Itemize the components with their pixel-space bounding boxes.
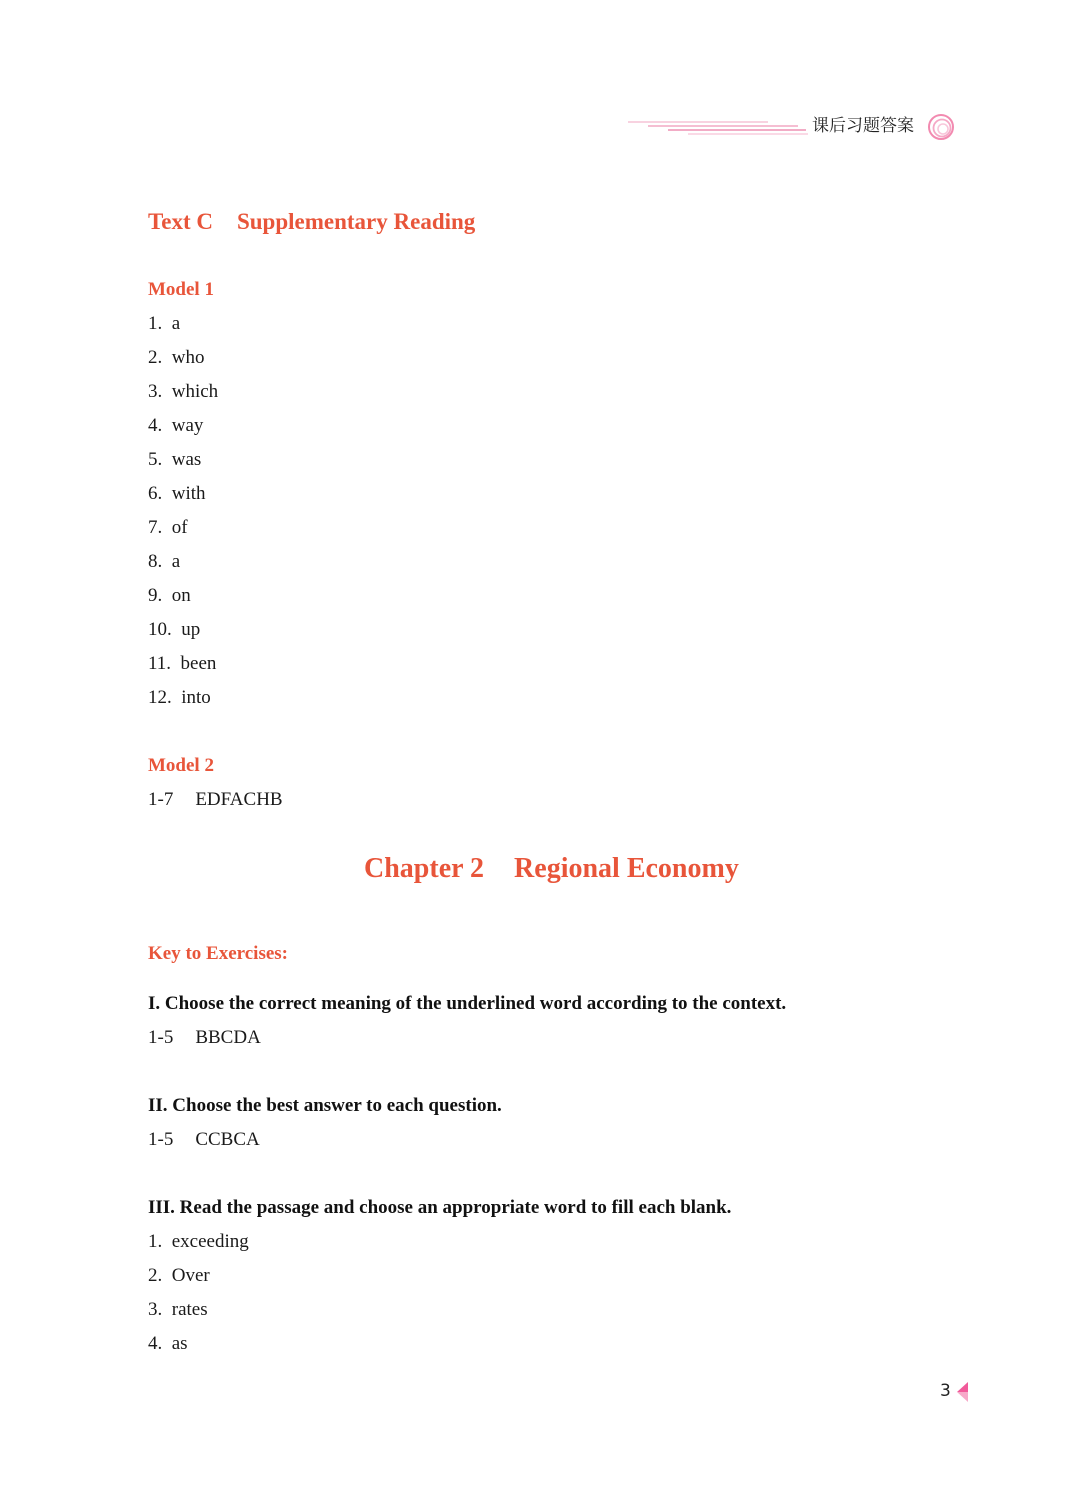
section-title: Supplementary Reading	[236, 209, 476, 234]
list-item: 7. of	[148, 517, 188, 538]
list-item: 6. with	[148, 483, 206, 504]
list-item: 10. up	[148, 619, 201, 640]
list-item: 11. been	[148, 653, 217, 674]
list-item: 9. on	[148, 585, 191, 606]
header-title: 课后习题答案	[812, 116, 914, 136]
chapter-label: Chapter 2	[364, 853, 485, 884]
model2-heading: Model 2	[148, 755, 214, 776]
list-item: 4. as	[148, 1333, 188, 1354]
list-item: 1. exceeding	[148, 1231, 249, 1252]
section-label: Text C	[148, 209, 213, 234]
exercise-3-title: III. Read the passage and choose an appropriate word to fill each blank.	[148, 1197, 732, 1218]
exercise-1-title: I. Choose the correct meaning of the underlined word according to the context.	[148, 993, 787, 1014]
chapter-name: Regional Economy	[514, 853, 739, 884]
list-item: 3. rates	[148, 1299, 208, 1320]
list-item: 4. way	[148, 415, 204, 436]
exercise-2-title: II. Choose the best answer to each question.	[148, 1095, 502, 1116]
list-item: 2. Over	[148, 1265, 210, 1286]
swirl-icon	[927, 113, 955, 141]
model1-heading: Model 1	[148, 279, 214, 300]
list-item: 3. which	[148, 381, 219, 402]
key-heading: Key to Exercises:	[148, 943, 288, 964]
model2-answers: 1-7 EDFACHB	[148, 789, 283, 810]
exercise-2-answers: 1-5 CCBCA	[148, 1129, 260, 1150]
list-item: 8. a	[148, 551, 181, 572]
header-decorative-lines	[628, 118, 808, 138]
exercise-1-answers: 1-5 BBCDA	[148, 1027, 261, 1048]
list-item: 12. into	[148, 687, 211, 708]
list-item: 5. was	[148, 449, 202, 470]
page-arrow-icon	[955, 1380, 969, 1404]
list-item: 1. a	[148, 313, 181, 334]
section-heading-text-c	[148, 208, 475, 236]
page-number: 3	[940, 1381, 951, 1401]
list-item: 2. who	[148, 347, 205, 368]
chapter-title	[364, 852, 739, 886]
